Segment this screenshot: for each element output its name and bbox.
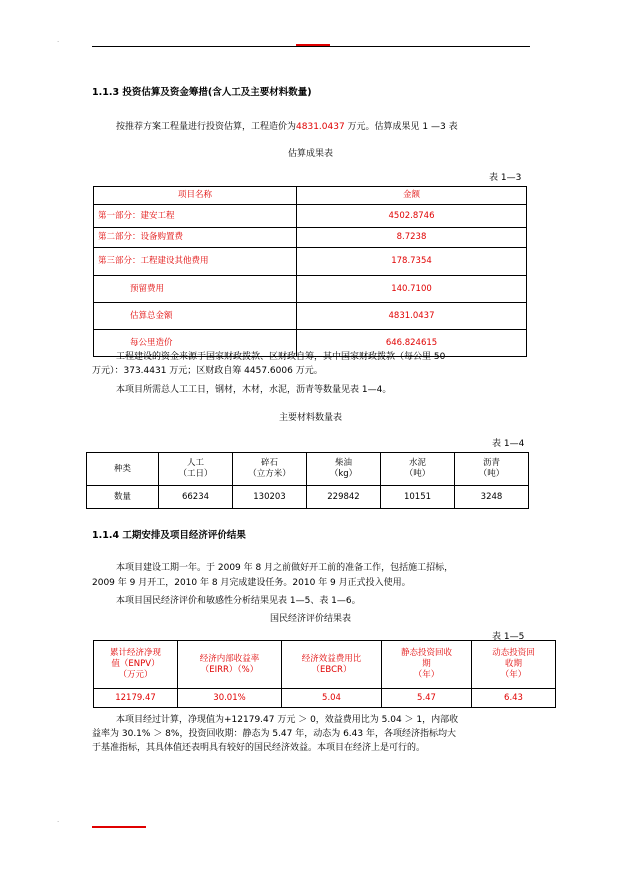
eval-col-header	[472, 641, 556, 689]
row-name: 估算总金额	[94, 303, 297, 330]
schedule-para-line2: 2009 年 9 月开工，2010 年 8 月完成建设任务。2010 年 9 月正式投入使用。	[92, 578, 411, 588]
conclusion-line1: 本项目经过计算，净现值为+12179.47 万元 ＞ 0，效益费用比为 5.04 ＞ 1，内部收	[116, 715, 459, 725]
eval-value: 5.04	[282, 689, 382, 708]
materials-value-row	[87, 486, 529, 509]
col-name: 人工	[186, 458, 204, 468]
materials-col-header	[307, 453, 381, 486]
eval-col-header	[282, 641, 382, 689]
materials-table-title: 主要材料数量表	[278, 413, 342, 423]
materials-value: 66234	[159, 486, 233, 509]
hdr-line: 经济效益费用比	[301, 653, 362, 664]
row-amount: 140.7100	[297, 276, 527, 303]
funding-para-line1: 工程建设的资金来源于国家财政拨款、区财政自筹，其中国家财政拨款（每公里 50	[116, 352, 446, 362]
eval-col-header	[94, 641, 178, 689]
hdr-line: （年）	[500, 670, 527, 680]
row-amount: 646.824615	[297, 330, 527, 357]
row-amount: 4831.0437	[297, 303, 527, 330]
estimate-table-title: 估算成果表	[287, 149, 333, 159]
section-113-heading: 1.1.3 投资估算及资金筹措(含人工及主要材料数量)	[92, 87, 312, 98]
materials-para: 本项目所需总人工工日，钢材，木材，水泥，沥青等数量见表 1—4。	[116, 385, 392, 395]
col-name: 柴油	[334, 458, 352, 468]
eval-table-number: 表 1—5	[492, 632, 525, 642]
conclusion-line2: 益率为 30.1% ＞ 8%，投资回收期：静态为 5.47 年，动态为 6.43 年，各项经济指标均大	[92, 729, 456, 739]
hdr-line: 期	[422, 659, 431, 669]
materials-value: 229842	[307, 486, 381, 509]
hdr-line: （EIRR）（%）	[200, 664, 259, 675]
materials-header-row	[87, 453, 529, 486]
hdr-line: （EBCR）	[311, 664, 352, 675]
col-unit: （立方米）	[248, 469, 291, 479]
hdr-line: 值（ENPV）	[111, 659, 160, 669]
eval-table-title: 国民经济评价结果表	[269, 614, 351, 624]
hdr-line: （万元）	[118, 670, 153, 680]
row-amount: 4502.8746	[297, 205, 527, 228]
eval-value: 12179.47	[94, 689, 178, 708]
materials-table	[86, 452, 529, 509]
table-row	[94, 205, 527, 228]
col-unit: （吨）	[478, 469, 505, 479]
row-amount: 8.7238	[297, 228, 527, 248]
table-row	[94, 228, 527, 248]
row-name: 第二部分：设备购置费	[94, 228, 297, 248]
conclusion-line3: 于基准指标，其具体值还表明具有较好的国民经济效益。本项目在经济上是可行的。	[92, 743, 426, 753]
estimate-table-number: 表 1—3	[489, 173, 522, 183]
intro-before: 按推荐方案工程量进行投资估算，工程造价为	[116, 122, 297, 132]
footer-red-mark	[92, 826, 146, 828]
materials-row-label: 数量	[87, 486, 159, 509]
col-name: 水泥	[408, 458, 426, 468]
col-unit: （kg）	[329, 469, 358, 479]
col-unit: （工日）	[178, 469, 213, 479]
hdr-line: 经济内部收益率	[199, 653, 260, 664]
eval-col-header	[382, 641, 472, 689]
hdr-line: 累计经济净现	[109, 648, 161, 658]
row-name: 第三部分：工程建设其他费用	[94, 248, 297, 276]
header-mark: ·	[57, 38, 60, 46]
materials-col-header	[381, 453, 455, 486]
section-113-intro	[116, 120, 458, 134]
hdr-line: 静态投资回收	[400, 648, 452, 658]
intro-value: 4831.0437	[296, 122, 345, 132]
estimate-table-header-row	[94, 187, 527, 205]
materials-value: 3248	[455, 486, 529, 509]
col-unit: （吨）	[404, 469, 431, 479]
materials-col-header	[455, 453, 529, 486]
table-row	[94, 276, 527, 303]
eval-table	[93, 640, 556, 708]
eval-value: 6.43	[472, 689, 556, 708]
materials-header-first: 种类	[87, 453, 159, 486]
row-name: 第一部分：建安工程	[94, 205, 297, 228]
row-amount: 178.7354	[297, 248, 527, 276]
eval-value-row	[94, 689, 556, 708]
materials-value: 10151	[381, 486, 455, 509]
schedule-para-line1: 本项目建设工期一年。于 2009 年 8 月之前做好开工前的准备工作，包括施工招标，	[116, 563, 454, 573]
eval-value: 5.47	[382, 689, 472, 708]
eval-value: 30.01%	[178, 689, 282, 708]
header-red-mark	[296, 44, 330, 46]
col-name: 碎石	[260, 458, 278, 468]
eval-header-row	[94, 641, 556, 689]
hdr-line: 动态投资回	[492, 648, 535, 658]
intro-after: 万元。估算成果见 1 —3 表	[344, 122, 458, 132]
table-row	[94, 248, 527, 276]
section-114-heading: 1.1.4 工期安排及项目经济评价结果	[92, 530, 246, 541]
table-row	[94, 303, 527, 330]
materials-col-header	[233, 453, 307, 486]
col-name: 沥青	[482, 458, 500, 468]
eval-col-header	[178, 641, 282, 689]
funding-para-line2: 万元）：373.4431 万元；区财政自筹 4457.6006 万元。	[92, 366, 323, 376]
materials-value: 130203	[233, 486, 307, 509]
col-header-name: 项目名称	[94, 187, 297, 205]
row-name: 预留费用	[94, 276, 297, 303]
hdr-line: （年）	[413, 670, 440, 680]
materials-table-number: 表 1—4	[492, 439, 525, 449]
footer-mark: ·	[57, 818, 60, 826]
evaluation-para: 本项目国民经济评价和敏感性分析结果见表 1—5、表 1—6。	[116, 596, 361, 606]
col-header-amount: 金额	[297, 187, 527, 205]
header-rule	[92, 46, 530, 47]
hdr-line: 收期	[504, 659, 522, 669]
materials-col-header	[159, 453, 233, 486]
estimate-table	[93, 186, 527, 357]
row-name: 每公里造价	[94, 330, 297, 357]
